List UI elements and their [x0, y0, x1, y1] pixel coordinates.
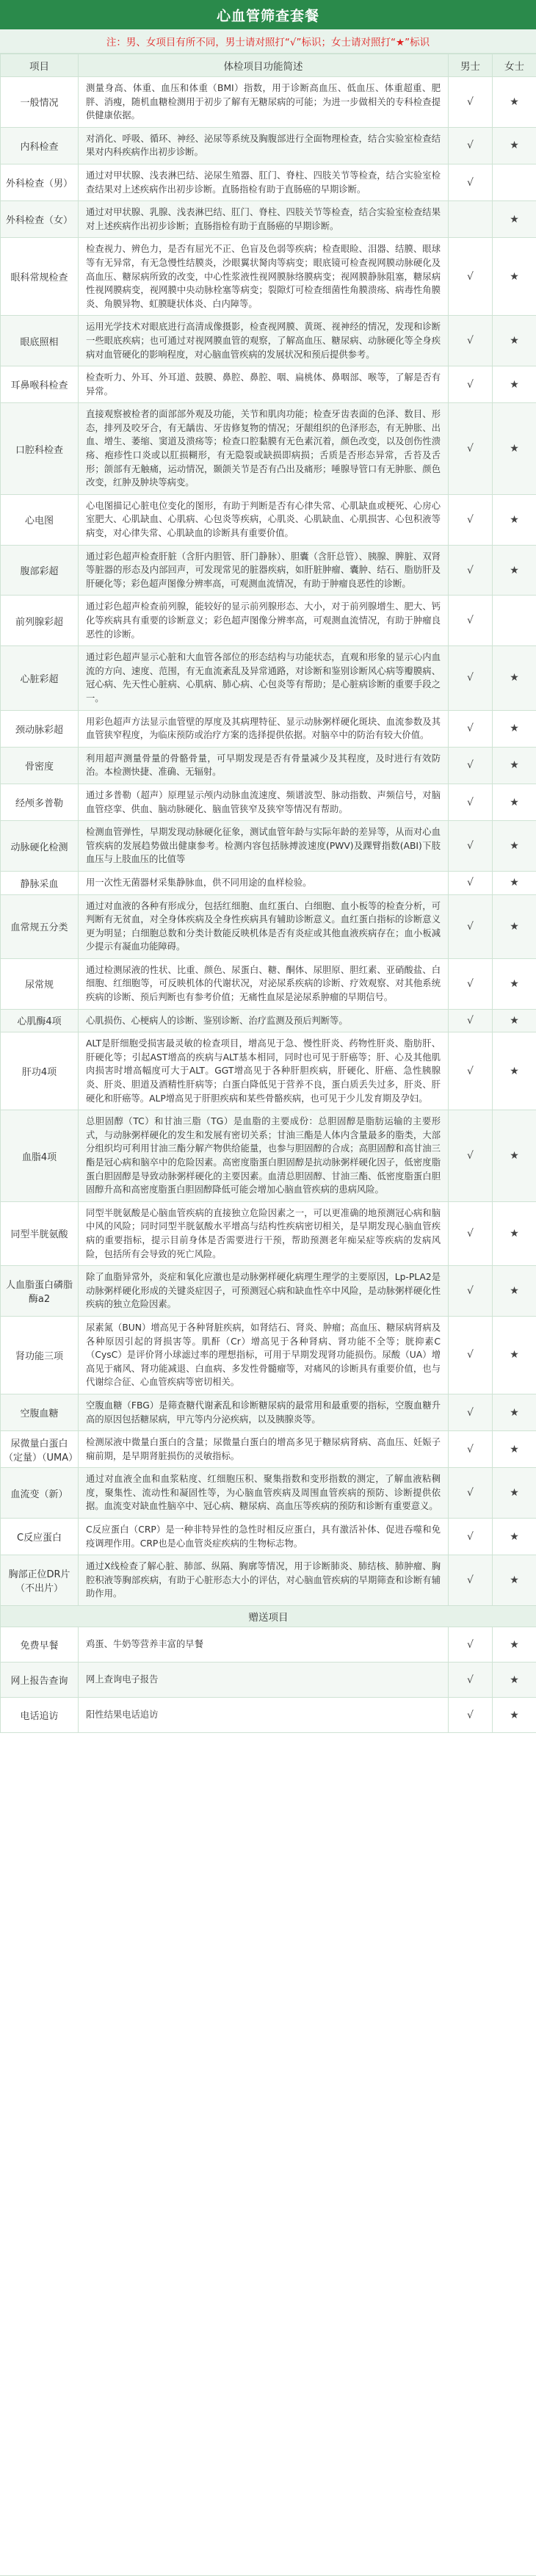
item-description: 通过彩色超声检查肝脏（含肝内胆管、肝门静脉）、胆囊（含肝总管）、胰腺、脾脏、双肾等脏器的形态及内部回声，可发现常见的脏器疾病，如肝脏肿瘤、囊肿、结石、脂肪肝及肝硬化等；彩色超声图像分辨率高，可观测血流情况，有助于肿瘤良恶性的诊断。 — [79, 545, 449, 596]
item-name: 经颅多普勒 — [1, 784, 79, 820]
female-mark: ★ — [493, 366, 536, 403]
male-mark — [449, 201, 493, 238]
item-description: 通过X线检查了解心脏、肺部、纵隔、胸廓等情况，用于诊断肺炎、肺结核、肺肿瘤、胸腔积液等胸部疾病，有助于心脏形态大小的评估，对心脑血管疾病的早期筛查和诊断有辅助作用。 — [79, 1555, 449, 1606]
male-mark: √ — [449, 366, 493, 403]
item-name: 颈动脉彩超 — [1, 710, 79, 747]
gift-header-row — [1, 1606, 536, 1627]
item-description: 通过彩色超声检查前列腺，能较好的显示前列腺形态、大小，对于前列腺增生、肥大、钙化等疾病具有重要的诊断意义；彩色超声图像分辨率高，可观测血流情况，有助于肿瘤良恶性的诊断。 — [79, 596, 449, 646]
male-mark: √ — [449, 1468, 493, 1519]
male-mark: √ — [449, 784, 493, 820]
male-mark: √ — [449, 1110, 493, 1202]
male-mark: √ — [449, 710, 493, 747]
item-name: 网上报告查询 — [1, 1663, 79, 1698]
item-name: 静脉采血 — [1, 871, 79, 894]
table-row — [1, 1468, 536, 1519]
item-description: 通过多普勒（超声）原理显示颅内动脉血流速度、频谱波型、脉动指数、声频信号，对脑血管痉挛、供血、脑动脉硬化、脑血管狭窄及狭窄等情况有帮助。 — [79, 784, 449, 820]
item-description: 通过对甲状腺、乳腺、浅表淋巴结、肛门、脊柱、四肢关节等检查，结合实验室检查结果对上述疾病作出初步诊断；直肠指检有助于直肠癌的早期诊断。 — [79, 201, 449, 238]
table-row — [1, 958, 536, 1009]
male-mark: √ — [449, 958, 493, 1009]
female-mark: ★ — [493, 871, 536, 894]
table-row — [1, 1394, 536, 1430]
male-mark: √ — [449, 596, 493, 646]
item-name: 耳鼻喉科检查 — [1, 366, 79, 403]
female-mark: ★ — [493, 894, 536, 958]
male-mark: √ — [449, 894, 493, 958]
table-row — [1, 403, 536, 495]
table-row — [1, 1316, 536, 1394]
item-description: 用彩色超声方法显示血管壁的厚度及其病理特征、显示动脉粥样硬化斑块、血流参数及其血管狭窄程度，为临床预防或治疗方案的选择提供依据。对脑卒中的防治有较大价值。 — [79, 710, 449, 747]
female-mark: ★ — [493, 494, 536, 545]
item-name: 尿常规 — [1, 958, 79, 1009]
table-row — [1, 494, 536, 545]
item-name: 动脉硬化检测 — [1, 821, 79, 872]
female-mark: ★ — [493, 1316, 536, 1394]
exam-rows — [1, 77, 536, 1606]
male-mark: √ — [449, 646, 493, 710]
table-row — [1, 821, 536, 872]
female-mark — [493, 596, 536, 646]
item-description: 测量身高、体重、血压和体重（BMI）指数，用于诊断高血压、低血压、体重超重、肥胖、消瘦，随机血糖检测用于初步了解有无糖尿病的可能；为进一步做相关的专科检查提供健康依据。 — [79, 77, 449, 128]
gift-rows — [1, 1627, 536, 1733]
item-description: 检查视力、辨色力，是否有屈光不正、色盲及色弱等疾病；检查眼睑、泪器、结膜、眼球等有无异常，有无急慢性结膜炎，沙眼翼状胬肉等病变；眼底镜可检查视网膜动脉硬化及高血压、糖尿病所致的改变，中心性浆液性视网膜脉络膜病变；视网膜静脉阻塞，糖尿病性视网膜病变，视网膜中央动脉栓塞等病变；裂隙灯可检查细菌性角膜溃疡、病毒性角膜炎、角膜异物、虹膜睫状体炎、白内障等。 — [79, 238, 449, 316]
item-name: 眼底照相 — [1, 316, 79, 366]
table-row — [1, 596, 536, 646]
male-mark: √ — [449, 871, 493, 894]
female-mark: ★ — [493, 316, 536, 366]
item-description: ALT是肝细胞受损害最灵敏的检查项目，增高见于急、慢性肝炎、药物性肝炎、脂肪肝、肝硬化等；引起AST增高的疾病与ALT基本相同，同时也可见于肝癌等；肝、心及其他肌肉损害时增高幅度可大于ALT。GGT增高见于各种肝胆疾病，肝硬化、肝癌、急性胰腺炎、肝炎、胆道及酒精性肝病等；白蛋白降低见于营养不良，蛋白质丢失过多，肝炎、肝硬化和肝癌等。ALP增高见于肝胆疾病和某些骨骼疾病，也可见于少儿发育期及孕妇。 — [79, 1032, 449, 1110]
item-name: 胸部正位DR片（不出片） — [1, 1555, 79, 1606]
item-name: 前列腺彩超 — [1, 596, 79, 646]
male-mark: √ — [449, 1431, 493, 1468]
male-mark: √ — [449, 1698, 493, 1733]
table-header-row — [1, 54, 536, 77]
male-mark: √ — [449, 1394, 493, 1430]
table-row — [1, 201, 536, 238]
table-row — [1, 646, 536, 710]
male-mark: √ — [449, 1009, 493, 1032]
item-description: C反应蛋白（CRP）是一种非特异性的急性时相反应蛋白，具有激活补体、促进吞噬和免疫调理作用。CRP也是心血管炎症疾病的生物标志物。 — [79, 1519, 449, 1555]
item-name: 肝功4项 — [1, 1032, 79, 1110]
table-row — [1, 1266, 536, 1317]
female-mark: ★ — [493, 1698, 536, 1733]
female-mark: ★ — [493, 127, 536, 164]
male-mark: √ — [449, 1316, 493, 1394]
table-row — [1, 871, 536, 894]
item-name: 内科检查 — [1, 127, 79, 164]
male-mark: √ — [449, 316, 493, 366]
female-mark: ★ — [493, 1032, 536, 1110]
item-name: 一般情况 — [1, 77, 79, 128]
item-description: 除了血脂异常外，炎症和氧化应激也是动脉粥样硬化病理生理学的主要原因，Lp-PLA2是动脉粥样硬化形成的关键炎症因子，可预测冠心病和缺血性卒中风险，是动脉粥样硬化性疾病的独立危险因素。 — [79, 1266, 449, 1317]
item-description: 通过检测尿液的性状、比重、颜色、尿蛋白、糖、酮体、尿胆原、胆红素、亚硝酸盐、白细胞、红细胞等，可反映机体的代谢状况，对泌尿系疾病的诊断、疗效观察、对其他系统疾病的诊断、预后判断也有参考价值；无痛性血尿是泌尿系肿瘤的早期信号。 — [79, 958, 449, 1009]
female-mark: ★ — [493, 1431, 536, 1468]
male-mark: √ — [449, 238, 493, 316]
item-description: 通过对血液全血和血浆粘度、红细胞压积、聚集指数和变形指数的测定，了解血液粘稠度，聚集性、流动性和凝固性等，为心脑血管疾病及周围血管疾病的预防、诊断提供依据。血流变对缺血性脑卒中、冠心病、糖尿病、高血压等疾病的预防和诊断有重要意义。 — [79, 1468, 449, 1519]
item-description: 直接观察被检者的面部部外观及功能，关节和肌肉功能；检查牙齿表面的色泽、数目、形态，排列及咬牙合，有无龋齿、牙齿修复物的情况；牙龈组织的色泽形态，有无肿胀、出血、增生、萎缩、窦道及溃疡等；检查口腔黏膜有无色素沉着，颜色改变，以及创伤性溃疡、疱疹性口炎或以肛损糊形，有无隐裂或缺损即病损；舌质是否形态异常，舌苔及舌形；颌部有无触痛，运动情况，颞颌关节是否有凸出及痛形；唾腺导管口有无肿胀、颜色改变，红肿及肿块等病变。 — [79, 403, 449, 495]
item-name: 心肌酶4项 — [1, 1009, 79, 1032]
gender-note: 注：男、女项目有所不同，男士请对照打“√”标识；女士请对照打“★”标识 — [0, 29, 536, 54]
table-row — [1, 1009, 536, 1032]
female-mark: ★ — [493, 403, 536, 495]
table-row — [1, 1555, 536, 1606]
item-name: 骨密度 — [1, 747, 79, 784]
table-row — [1, 1032, 536, 1110]
male-mark: √ — [449, 1627, 493, 1663]
female-mark: ★ — [493, 545, 536, 596]
male-mark: √ — [449, 545, 493, 596]
female-mark: ★ — [493, 1266, 536, 1317]
item-name: 人血脂蛋白磷脂酶a2 — [1, 1266, 79, 1317]
table-row — [1, 1519, 536, 1555]
table-row — [1, 784, 536, 820]
female-mark: ★ — [493, 77, 536, 128]
item-name: 血常规五分类 — [1, 894, 79, 958]
item-description: 网上查询电子报告 — [79, 1663, 449, 1698]
item-description: 空腹血糖（FBG）是筛查糖代谢紊乱和诊断糖尿病的最常用和最重要的指标，空腹血糖升高的原因包括糖尿病，甲亢等内分泌疾病，以及胰腺炎等。 — [79, 1394, 449, 1430]
table-row — [1, 238, 536, 316]
item-description: 心电图描记心脏电位变化的图形，有助于判断是否有心律失常、心肌缺血或梗死、心房心室肥大、心肌缺血、心肌病、心包炎等疾病，心肌炎、心肌缺血、心肌损害、心包积液等病变，对心律失常、心肌缺血的诊断具有重要价值。 — [79, 494, 449, 545]
female-mark: ★ — [493, 646, 536, 710]
female-mark: ★ — [493, 1201, 536, 1265]
exam-table — [0, 54, 536, 1733]
header-male: 男士 — [449, 54, 493, 77]
item-name: 空腹血糖 — [1, 1394, 79, 1430]
item-description: 运用光学技术对眼底进行高清成像摄影，检查视网膜、黄斑、视神经的情况，发现和诊断一些眼底疾病；也可通过对视网膜血管的观察，了解高血压、糖尿病、动脉硬化等全身疾病对血管硬化的影响程度，对心脑血管疾病的发展状况和预后提供参考。 — [79, 316, 449, 366]
item-description: 通过彩色超声显示心脏和大血管各部位的形态结构与功能状态，直观和形象的显示心内血流的方向、速度、范围，有无血流紊乱及异常通路，对诊断和鉴别诊断风心病等瓣膜病、冠心病、先天性心脏病、心肌病、肺心病、心包炎等有帮助；是心脏病诊断的重要手段之一。 — [79, 646, 449, 710]
item-name: 眼科常规检查 — [1, 238, 79, 316]
male-mark: √ — [449, 1555, 493, 1606]
male-mark: √ — [449, 1663, 493, 1698]
header-desc: 体检项目功能简述 — [79, 54, 449, 77]
item-description: 总胆固醇（TC）和甘油三脂（TG）是血脂的主要成份：总胆固醇是脂肪运输的主要形式，与动脉粥样硬化的发生和发展有密切关系；甘油三酯是人体内含量最多的脂类，大部分组织均可利用甘油三酯分解产物供给能量，也参与胆固醇的合成；高胆固醇和高甘油三酯是冠心病和脑卒中的危险因素。高密度脂蛋白胆固醇是抗动脉粥样硬化因子，低密度脂蛋白胆固醇是导致动脉粥样硬化的主要因素。血清总胆固醇、甘油三酯、低密度脂蛋白胆固醇升高和高密度脂蛋白胆固醇降低可能会增加心脑血管疾病的患病风险。 — [79, 1110, 449, 1202]
header-item: 项目 — [1, 54, 79, 77]
table-row — [1, 127, 536, 164]
item-description: 同型半胱氨酸是心脑血管疾病的直接独立危险因素之一，可以更准确的地预测冠心病和脑中风的风险；同时同型半胱氨酸水平增高与结构性疾病密切相关，是早期发现心脑血管疾病的重要指标，提示目前身体是否需要进行干预，帮助预测老年痴呆症等疾病的发病风险，包括所有会导致的死亡风险。 — [79, 1201, 449, 1265]
male-mark: √ — [449, 127, 493, 164]
female-mark: ★ — [493, 1663, 536, 1698]
item-name: 心脏彩超 — [1, 646, 79, 710]
male-mark: √ — [449, 77, 493, 128]
female-mark — [493, 164, 536, 200]
item-name: C反应蛋白 — [1, 1519, 79, 1555]
table-row — [1, 710, 536, 747]
female-mark: ★ — [493, 1627, 536, 1663]
male-mark: √ — [449, 747, 493, 784]
male-mark: √ — [449, 164, 493, 200]
male-mark: √ — [449, 821, 493, 872]
item-name: 尿微量白蛋白（定量）（UMA） — [1, 1431, 79, 1468]
item-name: 电话追访 — [1, 1698, 79, 1733]
table-row — [1, 1627, 536, 1663]
table-row — [1, 747, 536, 784]
item-name: 口腔科检查 — [1, 403, 79, 495]
female-mark: ★ — [493, 958, 536, 1009]
item-description: 通过对甲状腺、浅表淋巴结、泌尿生殖器、肛门、脊柱、四肢关节等检查，结合实验室检查结果对上述疾病作出初步诊断。直肠指检有助于直肠癌的早期诊断。 — [79, 164, 449, 200]
female-mark: ★ — [493, 710, 536, 747]
item-description: 检查听力、外耳、外耳道、鼓膜、鼻腔、鼻腔、咽、扁桃体、鼻咽部、喉等，了解是否有异常。 — [79, 366, 449, 403]
item-name: 肾功能三项 — [1, 1316, 79, 1394]
table-row — [1, 894, 536, 958]
female-mark: ★ — [493, 784, 536, 820]
male-mark: √ — [449, 1201, 493, 1265]
header-female: 女士 — [493, 54, 536, 77]
female-mark: ★ — [493, 747, 536, 784]
male-mark: √ — [449, 1519, 493, 1555]
male-mark: √ — [449, 1266, 493, 1317]
item-name: 血流变（新） — [1, 1468, 79, 1519]
male-mark: √ — [449, 403, 493, 495]
female-mark: ★ — [493, 1009, 536, 1032]
table-row — [1, 1698, 536, 1733]
item-description: 阳性结果电话追访 — [79, 1698, 449, 1733]
table-row — [1, 1431, 536, 1468]
item-description: 利用超声测量骨量的骨骼骨量，可早期发现是否有骨量减少及其程度，及时进行有效防治。本检测快捷、准确、无辐射。 — [79, 747, 449, 784]
page-title: 心血管筛查套餐 — [0, 0, 536, 29]
item-name: 同型半胱氨酸 — [1, 1201, 79, 1265]
female-mark: ★ — [493, 238, 536, 316]
item-description: 鸡蛋、牛奶等营养丰富的早餐 — [79, 1627, 449, 1663]
item-description: 尿素氮（BUN）增高见于各种肾脏疾病，如肾结石、肾炎、肿瘤；高血压、糖尿病肾病及各种原因引起的肾损害等。肌酐（Cr）增高见于各种肾病、肾功能不全等；胱抑素C（CysC）是评价肾小球滤过率的理想指标，可用于早期发现肾功能损伤。尿酸（UA）增高见于痛风、肾功能减退、白血病、多发性骨髓瘤等，对痛风的诊断具有重要价值，也与代谢综合征、心血管疾病等密切相关。 — [79, 1316, 449, 1394]
item-description: 用一次性无菌器材采集静脉血，供不同用途的血样检验。 — [79, 871, 449, 894]
item-name: 心电图 — [1, 494, 79, 545]
female-mark: ★ — [493, 1555, 536, 1606]
item-description: 检测尿液中微量白蛋白的含量；尿微量白蛋白的增高多见于糖尿病肾病、高血压、妊娠子痫前期，是早期肾脏损伤的灵敏指标。 — [79, 1431, 449, 1468]
item-name: 免费早餐 — [1, 1627, 79, 1663]
female-mark: ★ — [493, 1110, 536, 1202]
item-name: 外科检查（女） — [1, 201, 79, 238]
table-row — [1, 366, 536, 403]
table-row — [1, 545, 536, 596]
male-mark: √ — [449, 494, 493, 545]
item-name: 血脂4项 — [1, 1110, 79, 1202]
female-mark: ★ — [493, 201, 536, 238]
item-description: 心肌损伤、心梗病人的诊断、鉴别诊断、治疗监测及预后判断等。 — [79, 1009, 449, 1032]
table-row — [1, 1201, 536, 1265]
gift-section-title: 赠送项目 — [1, 1606, 536, 1627]
female-mark: ★ — [493, 1519, 536, 1555]
female-mark: ★ — [493, 1394, 536, 1430]
female-mark: ★ — [493, 1468, 536, 1519]
item-description: 通过对血液的各种有形成分，包括红细胞、血红蛋白、白细胞、血小板等的检查分析，可判断有无贫血，对全身体疾病及全身性疾病具有辅助诊断意义。血红蛋白指标的诊断意义更为明显；白细胞总数和分类计数能反映机体是否有炎症或其他血液疾病存在；血小板减少提示有凝血功能障碍。 — [79, 894, 449, 958]
female-mark: ★ — [493, 821, 536, 872]
male-mark: √ — [449, 1032, 493, 1110]
item-description: 检测血管弹性，早期发现动脉硬化征象，测试血管年龄与实际年龄的差异等，从而对心血管疾病的发展趋势做出健康参考。检测内容包括脉搏波速度(PWV)及踝臂指数(ABI)下肢血压与上肢血压的比值等 — [79, 821, 449, 872]
table-row — [1, 1110, 536, 1202]
table-row — [1, 1663, 536, 1698]
item-name: 腹部彩超 — [1, 545, 79, 596]
table-row — [1, 316, 536, 366]
item-name: 外科检查（男） — [1, 164, 79, 200]
table-row — [1, 77, 536, 128]
table-row — [1, 164, 536, 200]
item-description: 对消化、呼吸、循环、神经、泌尿等系统及胸腹部进行全面物理检查，结合实验室检查结果对内科疾病作出初步诊断。 — [79, 127, 449, 164]
